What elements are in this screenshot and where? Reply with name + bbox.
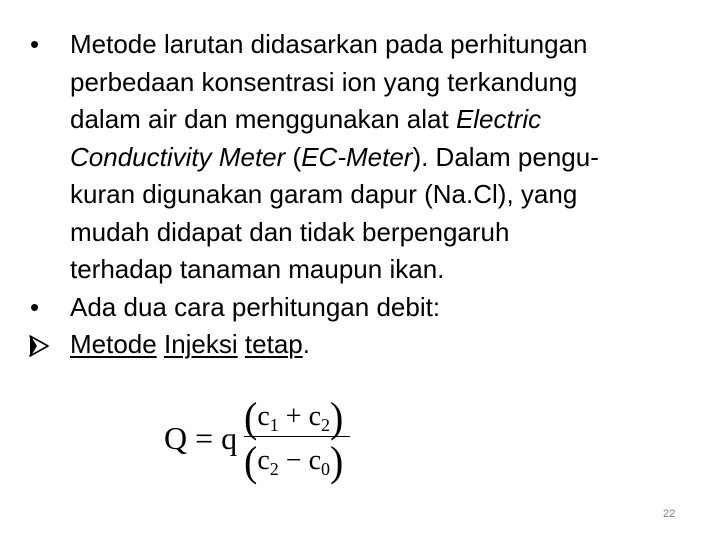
operator: − xyxy=(278,445,309,476)
var-c: c xyxy=(257,445,270,476)
formula-numerator xyxy=(244,394,343,441)
var-c: c xyxy=(308,445,321,476)
arrowhead-bullet-icon xyxy=(28,326,60,357)
open-paren: ( xyxy=(244,437,258,486)
subscript: 1 xyxy=(269,415,279,435)
italic-term-electric: Electric xyxy=(455,104,542,134)
open-paren: ( xyxy=(244,393,258,442)
text-line: Ada dua cara perhitungan debit: xyxy=(70,291,441,322)
bullet-item-dua-cara xyxy=(24,289,704,327)
operator: + xyxy=(278,401,309,432)
formula-denominator xyxy=(244,438,343,485)
period: . xyxy=(302,329,310,359)
text-segment: ). Dalam pengu- xyxy=(412,141,599,172)
text-line: Metode larutan didasarkan pada perhitungan xyxy=(70,29,588,59)
text-line: kuran digunakan garam dapur (Na.Cl), yang xyxy=(70,179,578,209)
text-line xyxy=(70,326,704,364)
text-line: mudah didapat dan tidak berpengaruh xyxy=(70,216,510,247)
text-line xyxy=(70,101,704,139)
bullet-dot-icon: • xyxy=(30,29,40,59)
text-line xyxy=(70,139,704,177)
slide-body xyxy=(24,26,704,364)
subscript: 2 xyxy=(269,459,279,479)
page-number: 22 xyxy=(663,508,676,520)
formula-lhs: Q = q xyxy=(164,420,238,456)
close-paren: ) xyxy=(330,437,344,486)
var-c: c xyxy=(257,401,270,432)
text-line: terhadap tanaman maupun ikan. xyxy=(70,254,445,284)
bullet-item-metode-larutan xyxy=(24,26,704,289)
subscript: 0 xyxy=(321,459,330,479)
text-segment: ( xyxy=(285,141,302,172)
text-segment: dalam air dan menggunakan alat xyxy=(70,104,456,134)
arrow-item-metode-injeksi-tetap xyxy=(24,326,704,364)
var-c: c xyxy=(308,401,321,432)
subscript: 2 xyxy=(321,415,330,435)
italic-term-conductivity-meter: Conductivity Meter xyxy=(70,141,286,172)
link-injeksi: Injeksi xyxy=(163,329,238,359)
link-tetap: tetap xyxy=(244,329,303,359)
link-metode: Metode xyxy=(70,329,157,359)
arrowhead-bullet-icon-shape xyxy=(28,335,50,357)
close-paren: ) xyxy=(330,393,344,442)
italic-term-ec-meter: EC-Meter xyxy=(301,141,413,172)
bullet-dot-icon: • xyxy=(30,291,40,322)
text-line: perbedaan konsentrasi ion yang terkandung xyxy=(70,66,578,97)
